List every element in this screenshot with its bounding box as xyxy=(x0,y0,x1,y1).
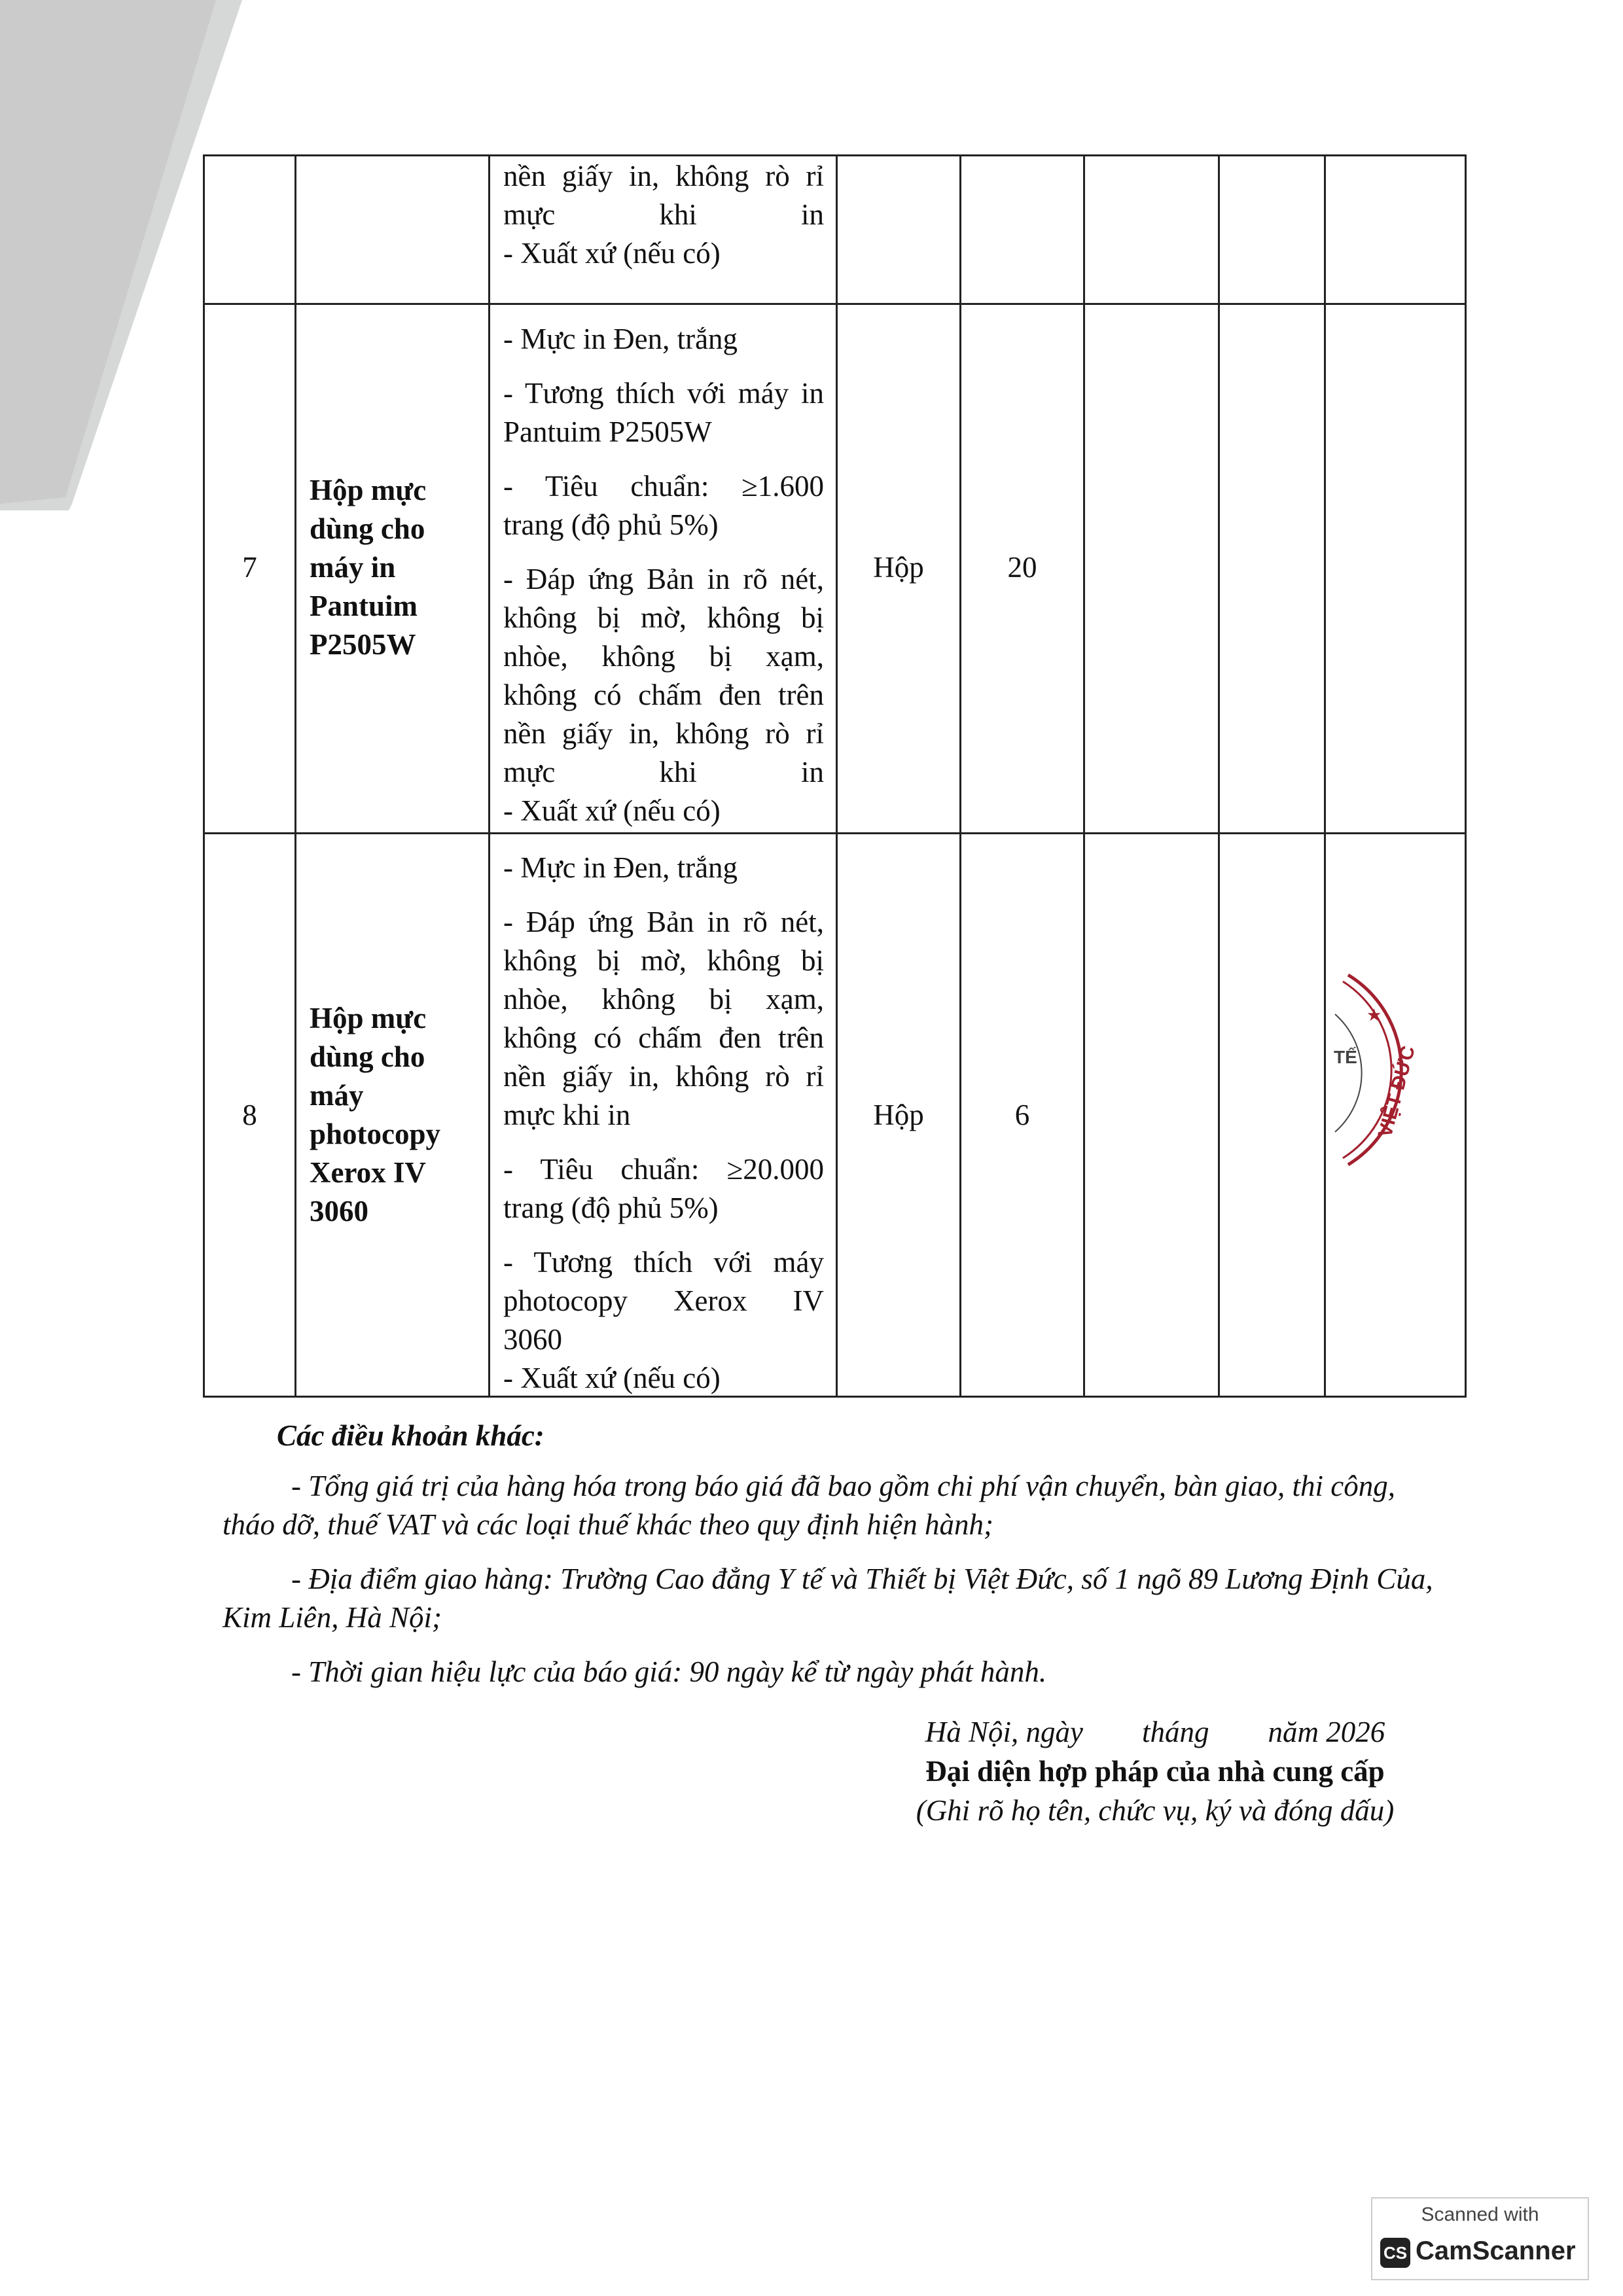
items-table xyxy=(203,154,1467,1398)
item-unit: Hộp xyxy=(873,551,924,584)
spec-line: 3060 xyxy=(503,1323,562,1356)
spec-line: nền giấy in, không rò rỉ xyxy=(503,160,824,192)
empty-cell xyxy=(1220,154,1324,303)
camscanner-watermark xyxy=(1371,2197,1589,2280)
representative-title: Đại diện hợp pháp của nhà cung cấp xyxy=(925,1755,1385,1788)
spec-line: nhòe, không bị xạm, xyxy=(503,983,824,1016)
spec-line: - Mực in Đen, trắng xyxy=(503,323,738,355)
svg-text:★: ★ xyxy=(1366,1006,1382,1025)
item-name-line: dùng cho xyxy=(310,512,425,545)
spec-line: - Tương thích với máy xyxy=(503,1246,824,1279)
date-line: Hà Nội, ngày tháng năm 2026 xyxy=(925,1716,1385,1748)
item-unit: Hộp xyxy=(873,1098,924,1131)
item-name-line: dùng cho xyxy=(310,1040,425,1073)
svg-text:VIỆT ĐỨC: VIỆT ĐỨC xyxy=(1374,1043,1419,1140)
item-name-line: 3060 xyxy=(310,1195,368,1227)
other-terms-heading: Các điều khoản khác: xyxy=(277,1419,544,1452)
item-specification xyxy=(490,154,836,303)
spec-line: - Tiêu chuẩn: ≥20.000 xyxy=(503,1153,824,1186)
item-name-line: Hộp mực xyxy=(310,474,427,506)
item-unit xyxy=(838,154,959,303)
spec-line: - Đáp ứng Bản in rõ nét, xyxy=(503,563,824,595)
item-name xyxy=(296,303,488,832)
item-name-line: Xerox IV xyxy=(310,1156,426,1189)
item-number: 7 xyxy=(242,551,257,584)
spec-line: - Xuất xứ (nếu có) xyxy=(503,794,721,827)
item-name-line: Hộp mực xyxy=(310,1002,427,1034)
item-quantity: 6 xyxy=(1014,1098,1030,1131)
spec-paragraph xyxy=(503,1150,824,1227)
spec-paragraph xyxy=(503,157,824,273)
item-name-line: máy in xyxy=(310,551,396,584)
table-border xyxy=(1465,154,1467,1398)
item-specification xyxy=(490,303,836,832)
empty-cell xyxy=(1220,303,1324,832)
empty-cell xyxy=(1085,154,1218,303)
empty-cell xyxy=(1326,154,1465,303)
item-number xyxy=(205,154,294,303)
camscanner-brand: CamScanner xyxy=(1416,2236,1576,2265)
svg-text:TẾ: TẾ xyxy=(1334,1047,1357,1067)
item-number: 8 xyxy=(242,1098,257,1131)
item-name xyxy=(296,832,488,1398)
spec-paragraph xyxy=(503,374,824,451)
spec-line: không bị mờ, không bị xyxy=(503,601,824,634)
spec-paragraph xyxy=(503,1243,824,1398)
empty-cell xyxy=(1220,832,1324,1398)
company-stamp xyxy=(1329,962,1446,1178)
spec-line: không có chấm đen trên xyxy=(503,679,824,711)
spec-paragraph xyxy=(503,849,824,887)
empty-cell xyxy=(1326,303,1465,832)
spec-line: - Tương thích với máy in xyxy=(503,377,824,410)
term-item: - Tổng giá trị của hàng hóa trong báo giá đã bao gồm chi phí vận chuyển, bàn giao, thi công, tháo dỡ, thuế VAT và các loại thuế khác theo quy định hiện hành; xyxy=(223,1470,1395,1541)
item-name-line: P2505W xyxy=(310,628,416,661)
spec-line: nhòe, không bị xạm, xyxy=(503,640,824,673)
spec-line: - Xuất xứ (nếu có) xyxy=(503,237,721,270)
spec-line: Pantuim P2505W xyxy=(503,415,712,448)
spec-line: photocopy Xerox IV xyxy=(503,1284,824,1317)
term-item: - Địa điểm giao hàng: Trường Cao đẳng Y tế và Thiết bị Việt Đức, số 1 ngõ 89 Lương Định Của, Kim Liên, Hà Nội; xyxy=(223,1563,1433,1634)
term-item: - Thời gian hiệu lực của báo giá: 90 ngày kể từ ngày phát hành. xyxy=(291,1655,1047,1688)
other-terms xyxy=(223,1417,1433,1707)
spec-paragraph xyxy=(503,903,824,1135)
spec-line: mực khi in xyxy=(503,756,824,788)
spec-line: - Đáp ứng Bản in rõ nét, xyxy=(503,906,824,938)
item-quantity xyxy=(961,154,1083,303)
empty-cell xyxy=(1085,303,1218,832)
item-specification xyxy=(490,832,836,1398)
empty-cell xyxy=(1085,832,1218,1398)
spec-paragraph xyxy=(503,560,824,830)
spec-line: - Mực in Đen, trắng xyxy=(503,851,738,884)
spec-paragraph xyxy=(503,320,824,359)
signature-instruction: (Ghi rõ họ tên, chức vụ, ký và đóng dấu) xyxy=(916,1794,1395,1827)
spec-line: nền giấy in, không rò rỉ xyxy=(503,717,824,750)
spec-line: trang (độ phủ 5%) xyxy=(503,1192,719,1224)
item-name xyxy=(296,154,488,303)
spec-paragraph xyxy=(503,467,824,544)
scanned-with-label: Scanned with xyxy=(1421,2204,1539,2225)
camscanner-logo-icon: CS xyxy=(1380,2238,1410,2268)
item-quantity: 20 xyxy=(1007,551,1037,584)
signature-block xyxy=(877,1712,1433,1830)
spec-line: trang (độ phủ 5%) xyxy=(503,508,719,541)
spec-line: - Tiêu chuẩn: ≥1.600 xyxy=(503,470,824,503)
item-name-line: máy xyxy=(310,1079,364,1112)
spec-line: không bị mờ, không bị xyxy=(503,944,824,977)
item-name-line: photocopy xyxy=(310,1118,441,1150)
spec-line: - Xuất xứ (nếu có) xyxy=(503,1362,721,1394)
spec-line: nền giấy in, không rò rỉ xyxy=(503,1060,824,1093)
spec-line: không có chấm đen trên xyxy=(503,1021,824,1054)
item-name-line: Pantuim xyxy=(310,590,418,622)
spec-line: mực khi in xyxy=(503,1099,631,1131)
spec-line: mực khi in xyxy=(503,198,824,231)
